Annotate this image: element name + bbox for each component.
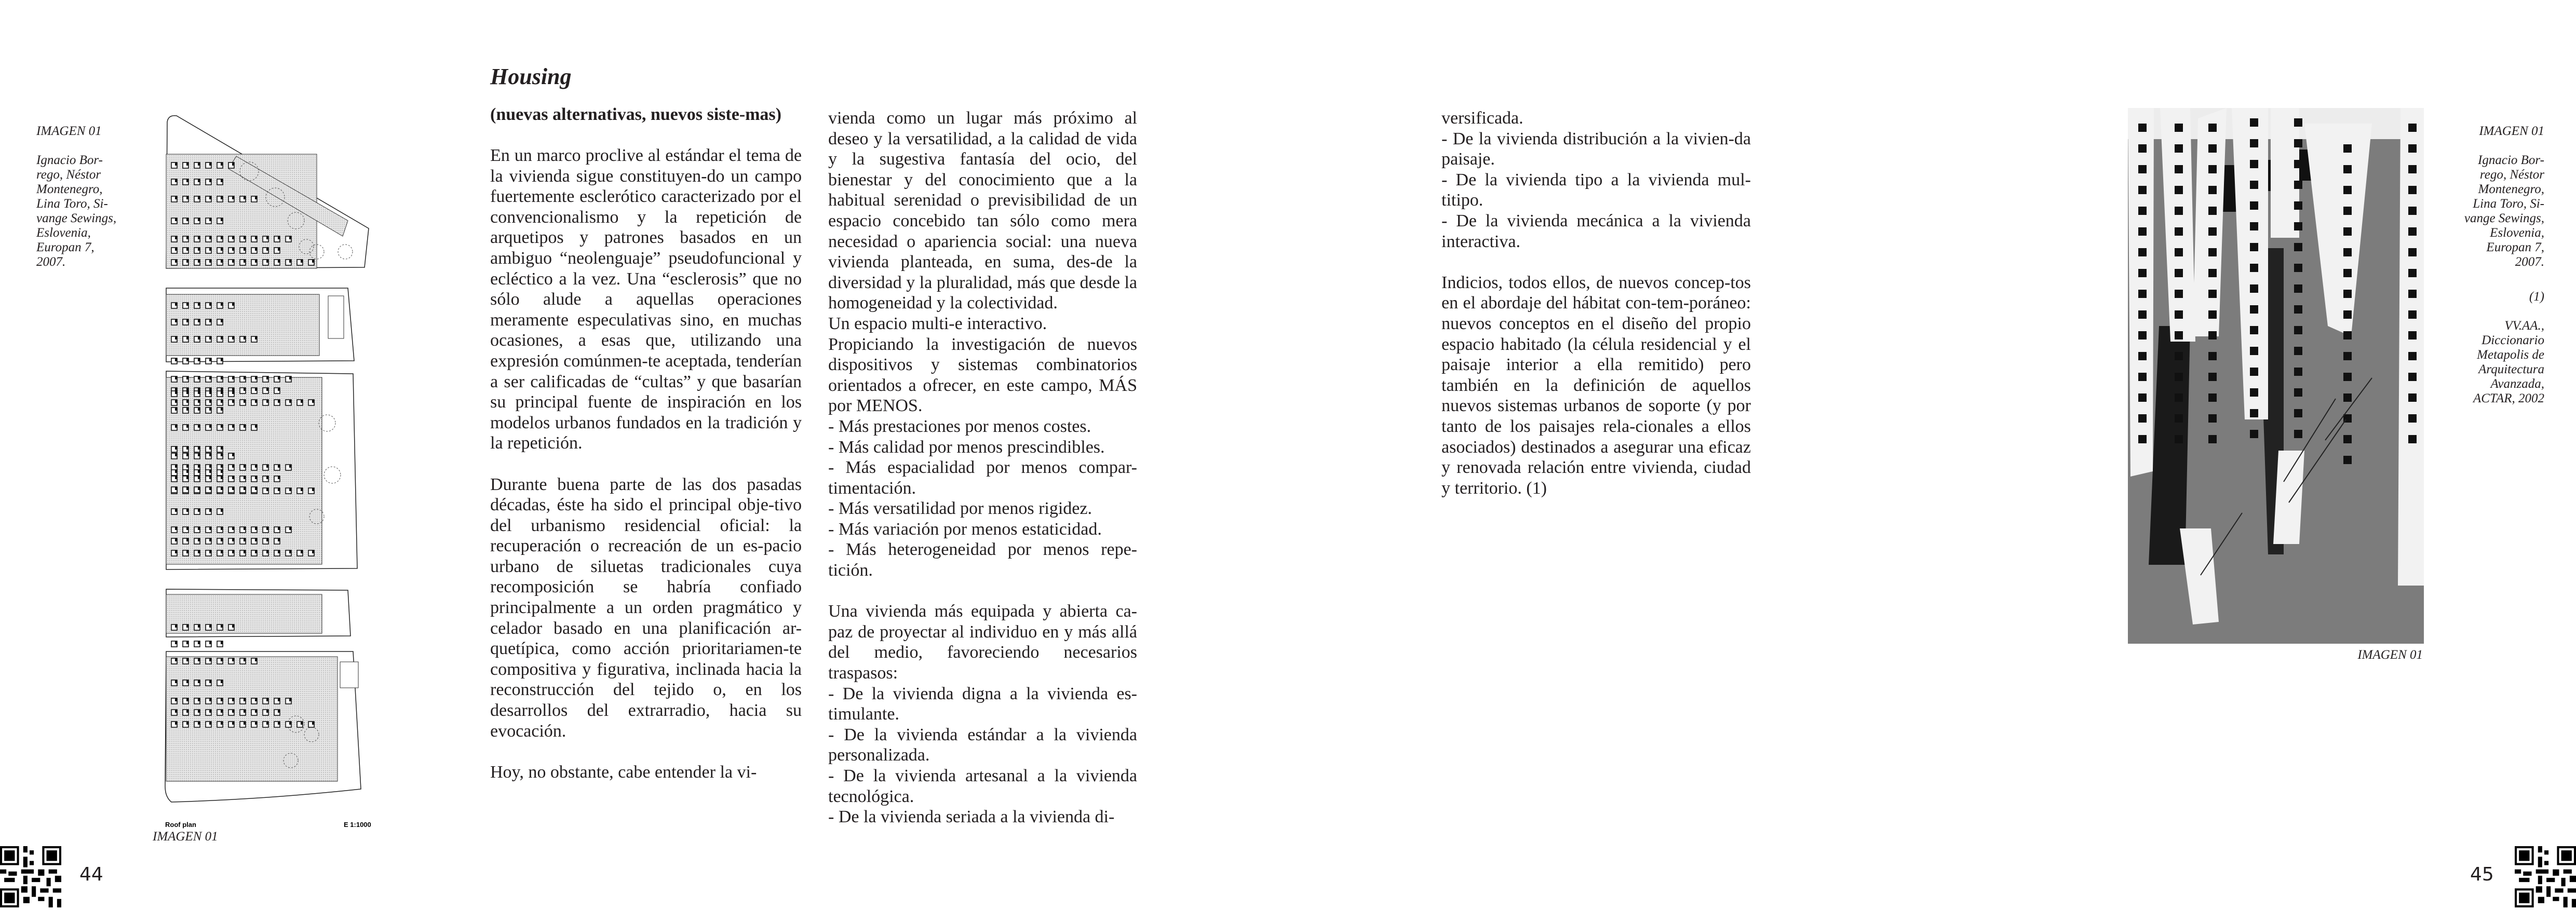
left-caption-label: IMAGEN 01 (36, 124, 102, 138)
de-list-item: - De la vivienda estándar a la vivienda personalizada. (828, 725, 1137, 765)
plan-label-roof: Roof plan (165, 821, 196, 828)
de-list-item: - De la vivienda digna a la vivienda es-timulante. (828, 684, 1137, 724)
mas-list-item: - Más versatilidad por menos rigidez. (828, 499, 1092, 519)
footnote-text: VV.AA., Diccionario Metapolis de Arquitectura Avanzada, ACTAR, 2002 (2473, 319, 2544, 405)
de-list-item: - De la vivienda seriada a la vivienda di- (828, 807, 1115, 827)
de-list-item: - De la vivienda mecánica a la vivienda interactiva. (1441, 211, 1751, 251)
model-photo (2128, 108, 2424, 644)
interactive-space-line: Un espacio multi-e interactivo. (828, 314, 1047, 333)
de-list-item: versificada. (1441, 108, 1523, 128)
paragraph-3-start: Hoy, no obstante, cabe entender la vi- (490, 762, 757, 782)
page-number-right: 45 (2470, 864, 2494, 885)
right-image-caption (2435, 110, 2544, 284)
left-caption-text: Ignacio Bor- rego, Néstor Montenegro, Lina Toro, Si- vange Sewings, Eslovenia, Europan 7, 2007. (36, 153, 117, 269)
paragraph-continued: vienda como un lugar más próximo al deseo y la versatilidad, a la calidad de vida y la sugestiva fantasía del ocio, del bienestar y del conocimiento que a la habitual serenidad o previsibilidad de un espacio concebido tan sólo como mera necesidad o apariencia social: una nueva vivienda planteada, en suma, des-de la diversidad y la pluralidad, más que desde la homogeneidad y la colectividad. (828, 108, 1137, 313)
footnote (2435, 275, 2544, 420)
plan-caption: IMAGEN 01 (153, 830, 218, 844)
footnote-marker: (1) (2529, 290, 2544, 304)
mas-list-item: - Más calidad por menos prescindibles. (828, 437, 1105, 457)
mas-por-menos-paragraph: Propiciando la investigación de nuevos dispositivos y sistemas combinatorios orientados a ofrecer, en este campo, MÁS por MENOS. (828, 334, 1137, 416)
model-photo-figure (2128, 108, 2424, 644)
qr-code-right-icon[interactable] (2515, 846, 2576, 907)
article-column-2 (828, 108, 1137, 827)
de-list-item: - De la vivienda distribución a la vivien-da paisaje. (1441, 129, 1751, 169)
right-caption-label: IMAGEN 01 (2479, 124, 2544, 138)
page-number-left: 44 (79, 864, 103, 885)
mas-list-item: - Más prestaciones por menos costes. (828, 416, 1091, 436)
right-caption-text: Ignacio Bor- rego, Néstor Montenegro, Lina Toro, Si- vange Sewings, Eslovenia, Europan 7, 2007. (2464, 153, 2544, 269)
traspasos-paragraph: Una vivienda más equipada y abierta ca-paz de proyectar al individuo en y más allá del medio, favoreciendo necesarios traspasos: (828, 602, 1137, 683)
roof-plan-figure (161, 112, 389, 833)
article-column-1 (490, 63, 802, 782)
roof-plan-drawing (161, 112, 389, 833)
article-subtitle: (nuevas alternativas, nuevos siste-mas) (490, 105, 781, 124)
mas-list-item: - Más variación por menos estaticidad. (828, 519, 1102, 539)
article-column-3 (1441, 108, 1751, 498)
indicios-paragraph: Indicios, todos ellos, de nuevos concep-tos en el abordaje del hábitat con-tem-poráneo: nuevos conceptos en el diseño del propio espacio habitado (la célula residencial y el paisaje interior a ella remitido) pero también en la definición de aquellos nuevos sistemas urbanos de soporte (y por tanto de los paisajes rela-cionales a ellos asociados) destinados a asegurar una eficaz y renovada relación entre vivienda, ciudad y territorio. (1) (1441, 273, 1751, 498)
de-list-item: - De la vivienda tipo a la vivienda mul-titipo. (1441, 170, 1751, 210)
paragraph-2: Durante buena parte de las dos pasadas décadas, éste ha sido el principal obje-tivo del urbanismo residencial oficial: la recuperación o recreación de un es-pacio urbano de siluetas tradicionales cuya recomposición se habría confiado principalmente a un orden pragmático y celador basado en una planificación ar-quetípica, como acción prioritariamen-te compositiva y figurativa, inclinada hacia la reconstrucción del tejido o, en los desarrollos del extrarradio, hacia su evocación. (490, 474, 802, 741)
article-title: Housing (490, 64, 572, 89)
plan-label-scale: E 1:1000 (344, 821, 371, 828)
de-list-item: - De la vivienda artesanal a la vivienda tecnológica. (828, 766, 1137, 806)
photo-caption: IMAGEN 01 (2357, 648, 2423, 662)
left-image-caption (36, 110, 140, 284)
qr-code-left-icon[interactable] (0, 846, 61, 907)
mas-list-item: - Más heterogeneidad por menos repe-tición. (828, 540, 1137, 580)
mas-list-item: - Más espacialidad por menos compar-timentación. (828, 458, 1137, 498)
paragraph-1: En un marco proclive al estándar el tema de la vivienda sigue constituyen-do un campo fuertemente esclerótico caracterizado por el convencionalismo y la repetición de arquetipos y patrones basados en un ambiguo “neolenguaje” pseudofuncional y ecléctico a la vez. Una “esclerosis” que no sólo alude a aquellas operaciones meramente especulativas sino, en muchas ocasiones, a esas que, utilizando una expresión comúnmen-te aceptada, tenderían a ser calificadas de “cultas” y que basarían su principal fuente de inspiración en los modelos urbanos fundados en la tradición y la repetición. (490, 146, 802, 453)
